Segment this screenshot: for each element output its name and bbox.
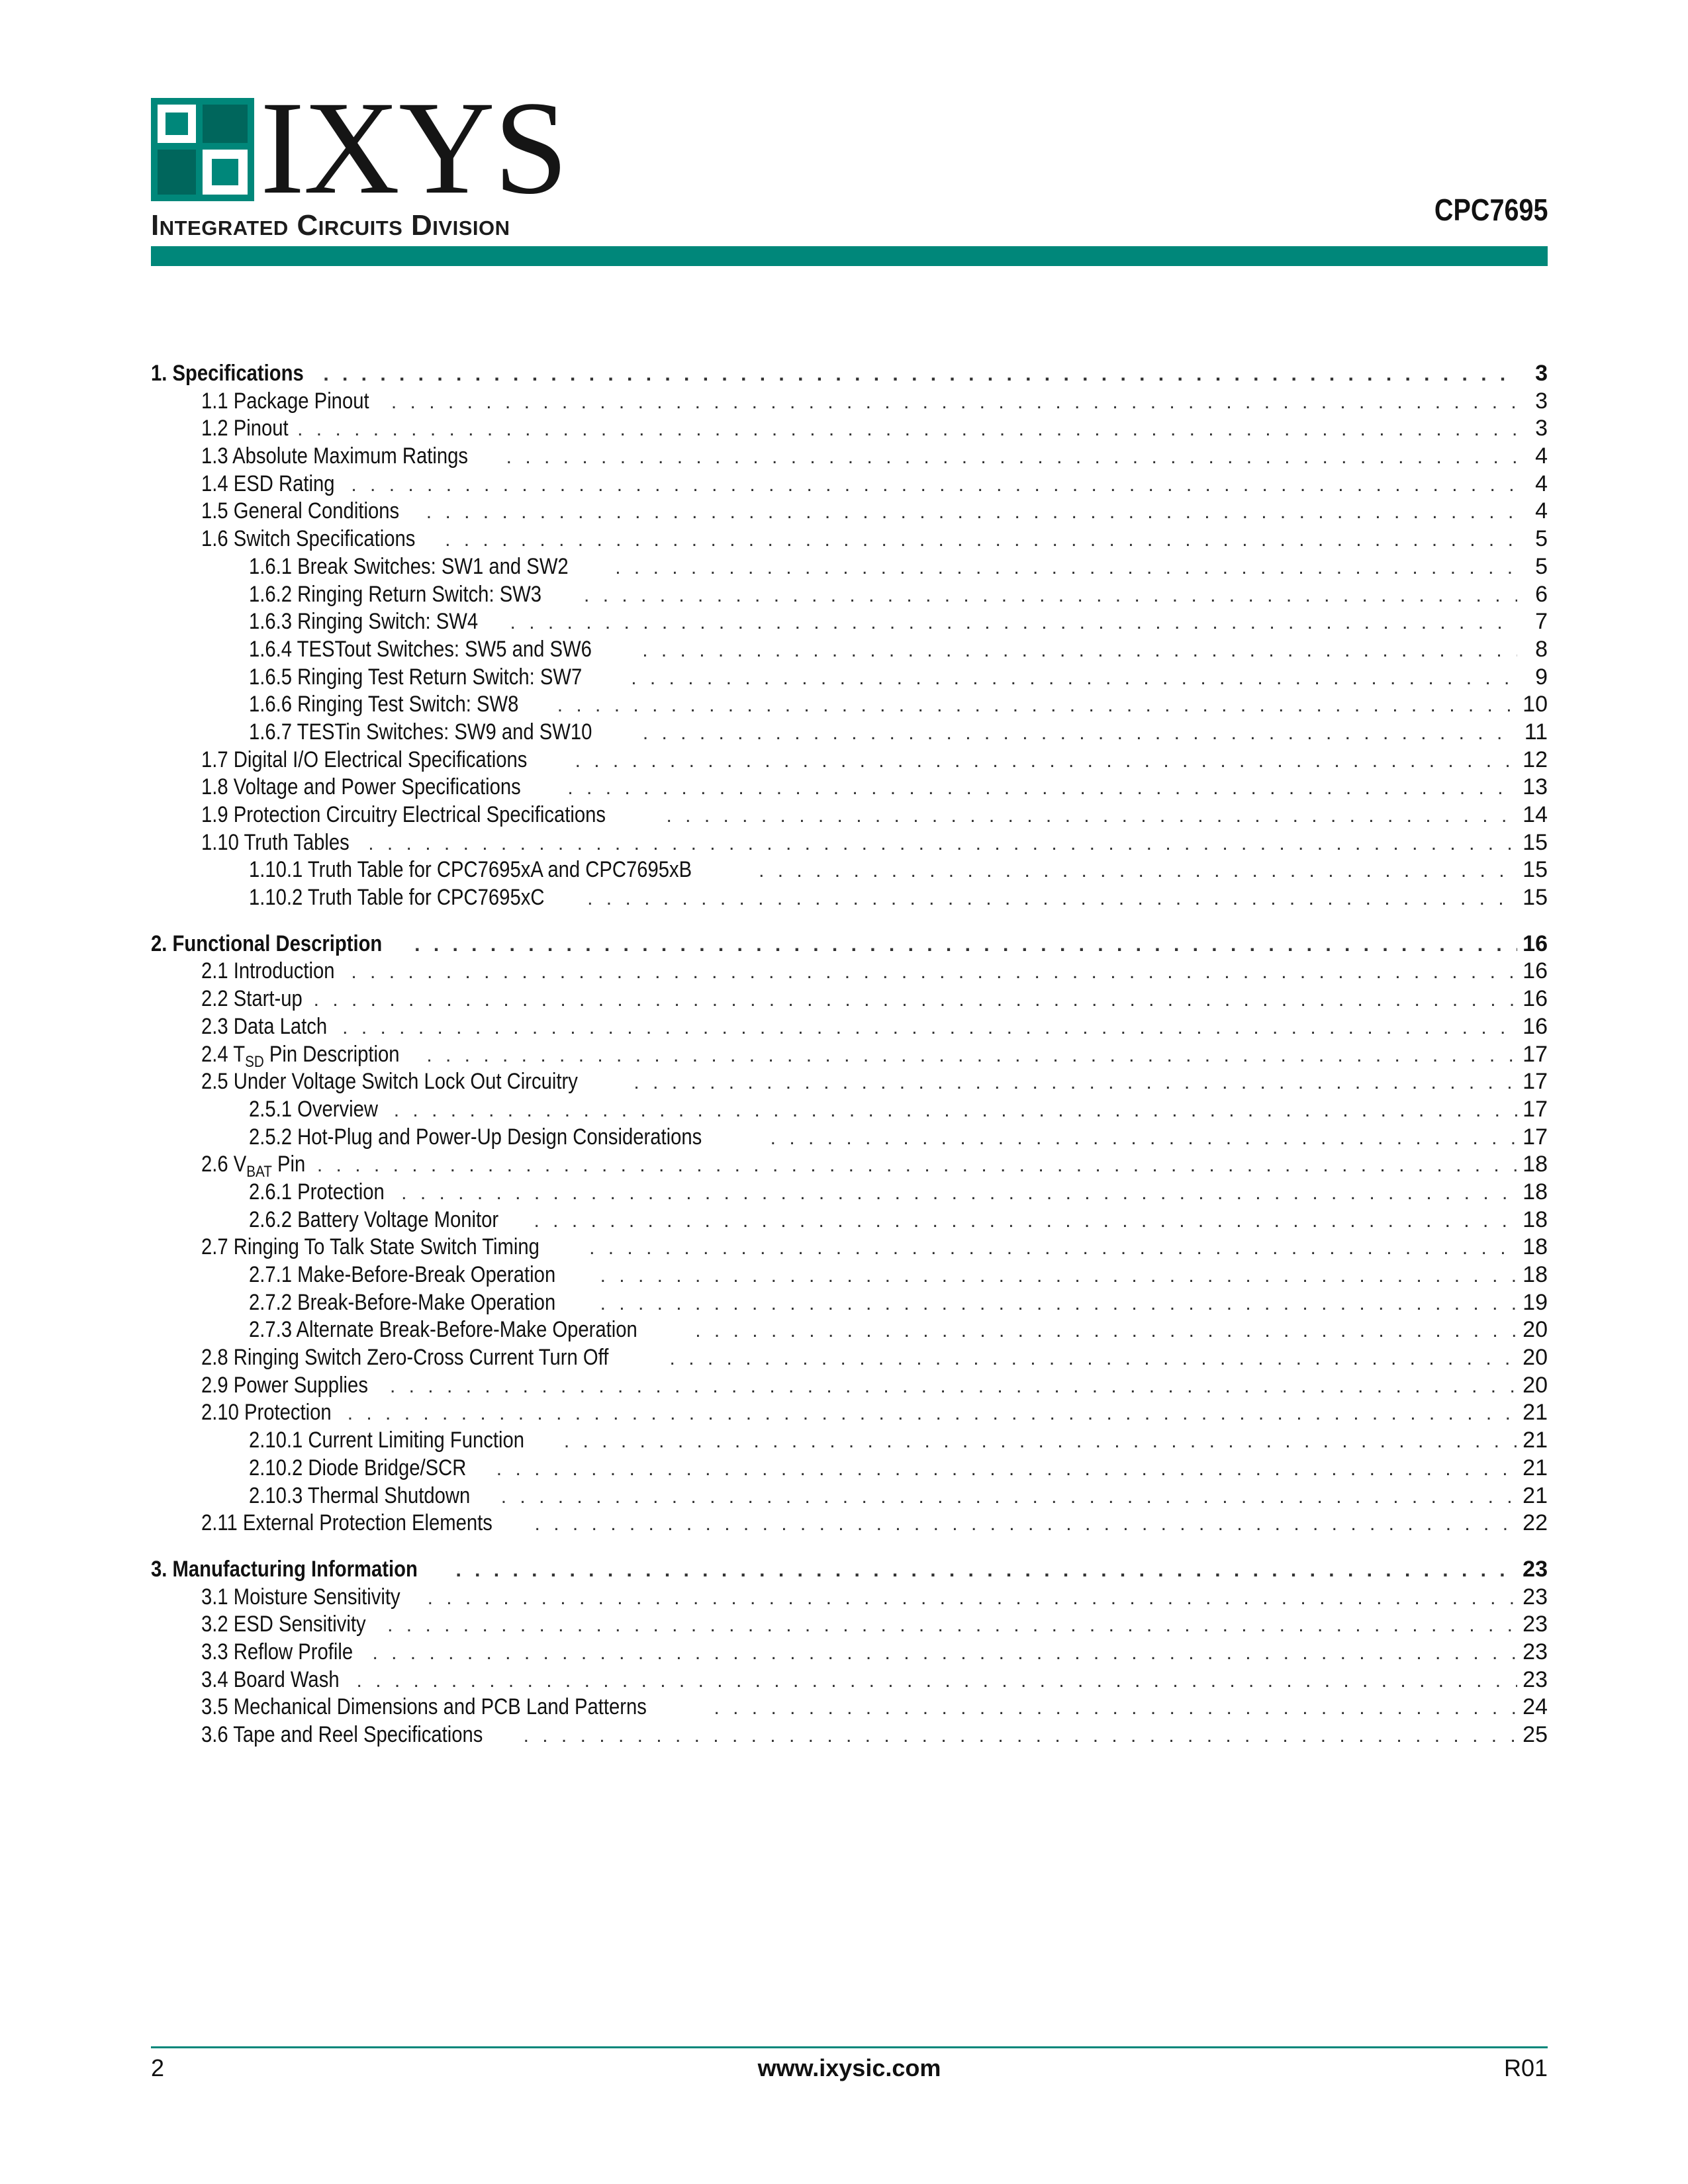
toc-entry-text: 3.1 Moisture Sensitivity: [201, 1584, 400, 1610]
dot-leader: [426, 1042, 1517, 1069]
dot-leader: [633, 1069, 1517, 1097]
toc-entry[interactable]: [151, 1427, 1548, 1455]
toc-entry[interactable]: [151, 388, 1548, 416]
toc-entry[interactable]: [151, 1455, 1548, 1482]
toc-entry-label: [249, 1289, 555, 1317]
toc-entry-text: 1.6.7 TESTin Switches: SW9 and SW10: [249, 719, 592, 745]
toc-page-number: 14: [1523, 802, 1548, 827]
dot-leader: [510, 609, 1517, 637]
toc-page-number: 20: [1523, 1345, 1548, 1371]
toc-entry-label: [201, 1721, 483, 1749]
toc-page-number: 17: [1523, 1041, 1548, 1067]
toc-entry-label: [201, 1399, 332, 1427]
table-of-contents: [151, 360, 1548, 1768]
toc-page-number: 24: [1523, 1694, 1548, 1720]
toc-page-number: 18: [1523, 1234, 1548, 1260]
footer-page-number: 2: [151, 2054, 165, 2081]
toc-entry-text: 2.11 External Protection Elements: [201, 1510, 492, 1536]
dot-leader: [506, 443, 1517, 471]
toc-entry-label: [201, 1013, 327, 1041]
toc-entry-label: [201, 1694, 647, 1721]
toc-entry-text: 2.2 Start-up: [201, 986, 303, 1012]
toc-entry-label: [249, 1316, 637, 1344]
dot-leader: [414, 931, 1517, 959]
toc-entry-label: [201, 443, 468, 471]
toc-entry-label: [201, 829, 350, 857]
toc-entry-subscript: SD: [245, 1052, 264, 1071]
toc-entry-text: 1.6.4 TESTout Switches: SW5 and SW6: [249, 636, 592, 662]
toc-entry-label: [201, 958, 335, 985]
toc-page-number: 16: [1523, 931, 1548, 956]
toc-entry-text: 2.4 T: [201, 1041, 246, 1067]
toc-entry-text: 1. Specifications: [151, 361, 304, 386]
toc-entry-label: [249, 1206, 498, 1234]
toc-entry-text: 2.7.1 Make-Before-Break Operation: [249, 1262, 556, 1287]
toc-page-number: 4: [1535, 498, 1548, 524]
toc-entry-text: 1.6.3 Ringing Switch: SW4: [249, 609, 479, 635]
toc-entry[interactable]: [151, 1482, 1548, 1510]
toc-entry-label: [249, 1124, 702, 1152]
toc-section-heading[interactable]: [151, 360, 1548, 388]
toc-page-number: 18: [1523, 1206, 1548, 1232]
footer-revision: R01: [1503, 2054, 1548, 2081]
toc-entry-label: [249, 691, 518, 719]
toc-entry-text: 1.3 Absolute Maximum Ratings: [201, 443, 469, 469]
toc-section: [151, 1556, 1548, 1749]
toc-page-number: 21: [1523, 1482, 1548, 1508]
toc-entry[interactable]: [151, 747, 1548, 774]
dot-leader: [759, 857, 1517, 885]
dot-leader: [584, 582, 1517, 610]
toc-entry[interactable]: [151, 1316, 1548, 1344]
toc-entry-text: 3.2 ESD Sensitivity: [201, 1612, 366, 1637]
dot-leader: [391, 388, 1517, 416]
toc-page-number: 15: [1523, 857, 1548, 883]
toc-entry-label: [249, 581, 541, 609]
toc-entry-label: [249, 1096, 378, 1124]
toc-entry-label: [249, 1427, 524, 1455]
toc-page-number: 3: [1535, 388, 1548, 414]
toc-page-number: 5: [1535, 553, 1548, 579]
toc-entry-text: 2.10 Protection: [201, 1400, 332, 1426]
dot-leader: [567, 774, 1517, 802]
toc-entry[interactable]: [151, 985, 1548, 1013]
toc-entry-label: [249, 1261, 555, 1289]
toc-entry-text: 2.5 Under Voltage Switch Lock Out Circuitry: [201, 1069, 578, 1095]
toc-entry-text: 1.2 Pinout: [201, 416, 289, 441]
toc-entry-label: [249, 608, 478, 636]
toc-entry[interactable]: [151, 1124, 1548, 1152]
toc-page-number: 23: [1523, 1556, 1548, 1582]
toc-entry[interactable]: [151, 1096, 1548, 1124]
dot-leader: [351, 958, 1517, 986]
dot-leader: [323, 361, 1517, 388]
toc-entry-text: 1.4 ESD Rating: [201, 471, 335, 496]
toc-entry-label: [249, 719, 592, 747]
toc-page-number: 8: [1535, 636, 1548, 662]
toc-page-number: 3: [1535, 416, 1548, 441]
dot-leader: [587, 885, 1517, 913]
dot-leader: [390, 1373, 1517, 1400]
toc-entry-label: [201, 1666, 340, 1694]
toc-entry-label: [201, 1041, 400, 1069]
dot-leader: [455, 1557, 1517, 1584]
toc-entry[interactable]: [151, 1611, 1548, 1639]
toc-entry[interactable]: [151, 498, 1548, 525]
toc-entry-text: 2.8 Ringing Switch Zero-Cross Current Turn Off: [201, 1345, 609, 1371]
logo-subtitle: Integrated Circuits Division: [151, 209, 510, 242]
toc-entry-text: 2.7.3 Alternate Break-Before-Make Operation: [249, 1317, 637, 1343]
toc-entry-label: [201, 388, 369, 416]
toc-entry-label: [249, 856, 692, 884]
toc-entry-label: [201, 1068, 578, 1096]
toc-entry[interactable]: [151, 958, 1548, 985]
toc-entry-label: [201, 1584, 400, 1612]
toc-entry[interactable]: [151, 719, 1548, 747]
toc-entry[interactable]: [151, 856, 1548, 884]
dot-leader: [615, 554, 1517, 582]
toc-entry-label: [201, 774, 521, 801]
toc-entry-text: 1.8 Voltage and Power Specifications: [201, 774, 521, 800]
toc-entry-label: [201, 415, 289, 443]
toc-entry-text: 1.6.6 Ringing Test Switch: SW8: [249, 692, 519, 717]
toc-entry-label: [201, 747, 527, 774]
toc-section: [151, 360, 1548, 912]
toc-entry[interactable]: [151, 1289, 1548, 1317]
dot-leader: [670, 1345, 1517, 1373]
toc-entry[interactable]: [151, 1344, 1548, 1372]
dot-leader: [524, 1722, 1517, 1750]
dot-leader: [372, 1639, 1517, 1667]
toc-entry[interactable]: [151, 443, 1548, 471]
toc-entry-text: 2.7.2 Break-Before-Make Operation: [249, 1289, 556, 1315]
toc-page-number: 17: [1523, 1069, 1548, 1095]
toc-entry-text: 1.10 Truth Tables: [201, 829, 350, 855]
dot-leader: [771, 1124, 1517, 1152]
toc-entry[interactable]: [151, 1584, 1548, 1612]
part-number: CPC7695: [1434, 193, 1548, 227]
toc-page-number: 20: [1523, 1372, 1548, 1398]
toc-entry-text: 2.6 V: [201, 1152, 247, 1177]
page-footer: [151, 2054, 1548, 2087]
toc-entry-text: 1.1 Package Pinout: [201, 388, 369, 414]
toc-entry-label: [201, 498, 399, 525]
toc-entry[interactable]: [151, 1179, 1548, 1206]
toc-entry-text-after: Pin Description: [263, 1041, 400, 1067]
ixys-logo-wordmark: IXYS: [260, 73, 567, 222]
dot-leader: [501, 1483, 1517, 1511]
toc-entry-text: 1.6.2 Ringing Return Switch: SW3: [249, 581, 542, 607]
toc-entry[interactable]: [151, 801, 1548, 829]
dot-leader: [667, 802, 1518, 830]
toc-entry-label: [249, 636, 592, 664]
toc-page-number: 4: [1535, 443, 1548, 469]
toc-page-number: 19: [1523, 1289, 1548, 1315]
toc-page-number: 5: [1535, 526, 1548, 552]
toc-entry-label: [151, 1556, 418, 1584]
toc-entry-text: 3. Manufacturing Information: [151, 1556, 418, 1582]
dot-leader: [348, 1400, 1517, 1428]
toc-page-number: 23: [1523, 1584, 1548, 1610]
toc-entry-text: 3.5 Mechanical Dimensions and PCB Land Patterns: [201, 1694, 647, 1720]
toc-entry-text: 2.6.2 Battery Voltage Monitor: [249, 1206, 499, 1232]
toc-page-number: 3: [1535, 361, 1548, 386]
toc-entry[interactable]: [151, 1399, 1548, 1427]
toc-entry[interactable]: [151, 1510, 1548, 1537]
page-header: [151, 73, 1548, 267]
toc-entry-label: [201, 1510, 492, 1537]
toc-page-number: 25: [1523, 1722, 1548, 1747]
dot-leader: [575, 747, 1517, 775]
toc-page-number: 23: [1523, 1612, 1548, 1637]
toc-entry-label: [201, 1372, 368, 1400]
toc-page-number: 18: [1523, 1179, 1548, 1205]
toc-entry-text: 1.10.2 Truth Table for CPC7695xC: [249, 885, 545, 911]
toc-page-number: 9: [1535, 664, 1548, 690]
toc-entry-label: [249, 1179, 385, 1206]
toc-entry-text: 2.6.1 Protection: [249, 1179, 385, 1205]
toc-entry-text: 2.7 Ringing To Talk State Switch Timing: [201, 1234, 539, 1260]
toc-entry-text: 1.5 General Conditions: [201, 498, 400, 524]
toc-page-number: 11: [1524, 719, 1548, 745]
toc-page-number: 22: [1523, 1510, 1548, 1536]
toc-entry[interactable]: [151, 1013, 1548, 1041]
toc-entry[interactable]: [151, 829, 1548, 857]
toc-entry-text: 3.6 Tape and Reel Specifications: [201, 1722, 483, 1747]
toc-entry[interactable]: [151, 525, 1548, 553]
header-rule: [151, 246, 1548, 266]
toc-entry-text: 2.10.1 Current Limiting Function: [249, 1428, 525, 1453]
toc-section: [151, 931, 1548, 1537]
dot-leader: [564, 1428, 1517, 1455]
toc-entry-label: [201, 1151, 305, 1179]
toc-page-number: 7: [1535, 609, 1548, 635]
toc-section-heading[interactable]: [151, 931, 1548, 958]
toc-page-number: 12: [1523, 747, 1548, 772]
dot-leader: [496, 1455, 1517, 1483]
toc-entry[interactable]: [151, 471, 1548, 498]
toc-page-number: 21: [1523, 1400, 1548, 1426]
dot-leader: [445, 526, 1517, 554]
dot-leader: [534, 1207, 1517, 1235]
dot-leader: [314, 986, 1517, 1014]
toc-entry[interactable]: [151, 884, 1548, 912]
dot-leader: [342, 1014, 1517, 1042]
dot-leader: [535, 1510, 1517, 1538]
toc-entry[interactable]: [151, 1041, 1548, 1069]
toc-entry-text: 1.7 Digital I/O Electrical Specifications: [201, 747, 528, 772]
toc-entry-label: [249, 1482, 470, 1510]
toc-entry[interactable]: [151, 553, 1548, 581]
toc-page-number: 16: [1523, 986, 1548, 1012]
footer-rule: [151, 2046, 1548, 2048]
dot-leader: [357, 1667, 1517, 1695]
toc-entry[interactable]: [151, 664, 1548, 692]
toc-entry-label: [151, 360, 304, 388]
toc-page-number: 23: [1523, 1639, 1548, 1664]
dot-leader: [351, 471, 1517, 499]
toc-page-number: 23: [1523, 1666, 1548, 1692]
toc-entry-label: [249, 664, 582, 692]
toc-entry-text: 3.3 Reflow Profile: [201, 1639, 353, 1664]
toc-entry-label: [201, 1344, 608, 1372]
dot-leader: [368, 830, 1517, 858]
toc-entry-text: 2.1 Introduction: [201, 958, 335, 984]
toc-entry[interactable]: [151, 415, 1548, 443]
toc-page-number: 20: [1523, 1317, 1548, 1343]
dot-leader: [643, 719, 1517, 747]
dot-leader: [600, 1290, 1517, 1318]
dot-leader: [426, 498, 1517, 526]
dot-leader: [297, 416, 1517, 443]
toc-entry-label: [201, 801, 606, 829]
toc-entry[interactable]: [151, 1721, 1548, 1749]
toc-entry[interactable]: [151, 1666, 1548, 1694]
toc-page-number: 15: [1523, 829, 1548, 855]
toc-entry-text: 1.10.1 Truth Table for CPC7695xA and CPC7695xB: [249, 857, 692, 883]
toc-section-heading[interactable]: [151, 1556, 1548, 1584]
toc-entry-text: 1.6.5 Ringing Test Return Switch: SW7: [249, 664, 583, 690]
toc-entry-text: 2.5.1 Overview: [249, 1096, 379, 1122]
toc-page-number: 16: [1523, 1013, 1548, 1039]
toc-page-number: 18: [1523, 1262, 1548, 1287]
toc-page-number: 15: [1523, 885, 1548, 911]
toc-entry[interactable]: [151, 1639, 1548, 1666]
toc-entry-label: [201, 985, 303, 1013]
toc-entry[interactable]: [151, 581, 1548, 609]
toc-page-number: 17: [1523, 1096, 1548, 1122]
dot-leader: [557, 692, 1517, 719]
toc-entry[interactable]: [151, 1261, 1548, 1289]
dot-leader: [387, 1612, 1517, 1639]
dot-leader: [695, 1317, 1517, 1345]
dot-leader: [401, 1179, 1517, 1207]
dot-leader: [714, 1694, 1517, 1722]
toc-page-number: 18: [1523, 1152, 1548, 1177]
toc-entry-text-after: Pin: [271, 1152, 306, 1177]
toc-page-number: 17: [1523, 1124, 1548, 1150]
toc-entry-text: 2.10.2 Diode Bridge/SCR: [249, 1455, 467, 1480]
toc-entry-label: [201, 1611, 366, 1639]
dot-leader: [394, 1097, 1517, 1124]
dot-leader: [317, 1152, 1517, 1179]
toc-page-number: 6: [1535, 581, 1548, 607]
toc-entry[interactable]: [151, 1694, 1548, 1721]
toc-entry[interactable]: [151, 1151, 1548, 1179]
toc-entry-text: 1.6 Switch Specifications: [201, 526, 416, 552]
dot-leader: [631, 664, 1517, 692]
toc-entry-subscript: BAT: [246, 1163, 272, 1181]
toc-entry[interactable]: [151, 1206, 1548, 1234]
toc-entry-text: 2.10.3 Thermal Shutdown: [249, 1482, 471, 1508]
dot-leader: [428, 1584, 1517, 1612]
toc-page-number: 21: [1523, 1455, 1548, 1480]
footer-url[interactable]: www.ixysic.com: [757, 2054, 941, 2081]
toc-entry[interactable]: [151, 774, 1548, 801]
dot-leader: [589, 1234, 1517, 1262]
toc-page-number: 4: [1535, 471, 1548, 496]
toc-entry-text: 2.5.2 Hot-Plug and Power-Up Design Considerations: [249, 1124, 702, 1150]
toc-entry[interactable]: [151, 1234, 1548, 1261]
toc-entry-text: 1.6.1 Break Switches: SW1 and SW2: [249, 553, 569, 579]
toc-entry[interactable]: [151, 636, 1548, 664]
toc-entry[interactable]: [151, 1372, 1548, 1400]
toc-entry[interactable]: [151, 608, 1548, 636]
toc-entry-label: [249, 553, 569, 581]
toc-entry[interactable]: [151, 691, 1548, 719]
toc-page-number: 10: [1523, 692, 1548, 717]
dot-leader: [600, 1262, 1517, 1290]
toc-entry-label: [151, 931, 382, 958]
toc-entry-text: 3.4 Board Wash: [201, 1666, 340, 1692]
toc-entry-text: 2.9 Power Supplies: [201, 1372, 368, 1398]
toc-entry[interactable]: [151, 1068, 1548, 1096]
toc-page-number: 13: [1523, 774, 1548, 800]
toc-page-number: 16: [1523, 958, 1548, 984]
toc-entry-label: [201, 1639, 353, 1666]
dot-leader: [642, 637, 1517, 664]
toc-entry-text: 2. Functional Description: [151, 931, 383, 956]
toc-entry-label: [201, 1234, 539, 1261]
toc-entry-label: [201, 471, 335, 498]
toc-entry-text: 2.3 Data Latch: [201, 1013, 328, 1039]
ixys-logo-mark-icon: [151, 98, 254, 201]
toc-entry-label: [249, 884, 544, 912]
toc-page-number: 21: [1523, 1428, 1548, 1453]
toc-entry-text: 1.9 Protection Circuitry Electrical Specifications: [201, 802, 606, 827]
toc-entry-label: [201, 525, 415, 553]
toc-entry-label: [249, 1455, 466, 1482]
